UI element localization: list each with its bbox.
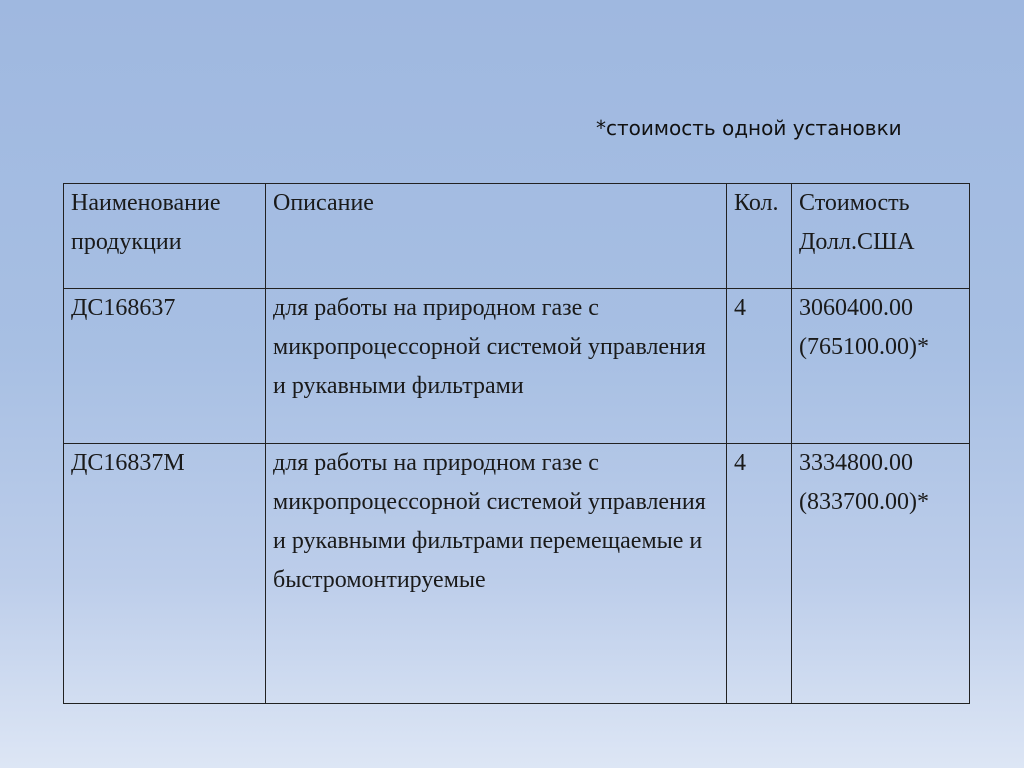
price-per-unit: (833700.00)*: [799, 489, 929, 515]
header-name: Наименование продукции: [64, 184, 266, 289]
product-price: [792, 444, 970, 704]
table-row: [64, 444, 970, 704]
table-row: [64, 289, 970, 444]
product-name: ДС16837М: [64, 444, 266, 704]
product-qty: 4: [727, 444, 792, 704]
product-qty: 4: [727, 289, 792, 444]
table-header-row: [64, 184, 970, 289]
header-qty: Кол.: [727, 184, 792, 289]
cost-footnote: *стоимость одной установки: [596, 116, 902, 140]
price-table: [63, 183, 970, 704]
product-description: для работы на природном газе с микропроцессорной системой управления и рукавными фильтрами перемещаемые и быстромонтируемые: [266, 444, 727, 704]
price-total: 3334800.00: [799, 450, 913, 476]
header-description: Описание: [266, 184, 727, 289]
price-per-unit: (765100.00)*: [799, 334, 929, 360]
product-price: [792, 289, 970, 444]
product-description: для работы на природном газе с микропроцессорной системой управления и рукавными фильтрами: [266, 289, 727, 444]
product-name: ДС168637: [64, 289, 266, 444]
price-total: 3060400.00: [799, 295, 913, 321]
header-price: Стоимость Долл.США: [792, 184, 970, 289]
